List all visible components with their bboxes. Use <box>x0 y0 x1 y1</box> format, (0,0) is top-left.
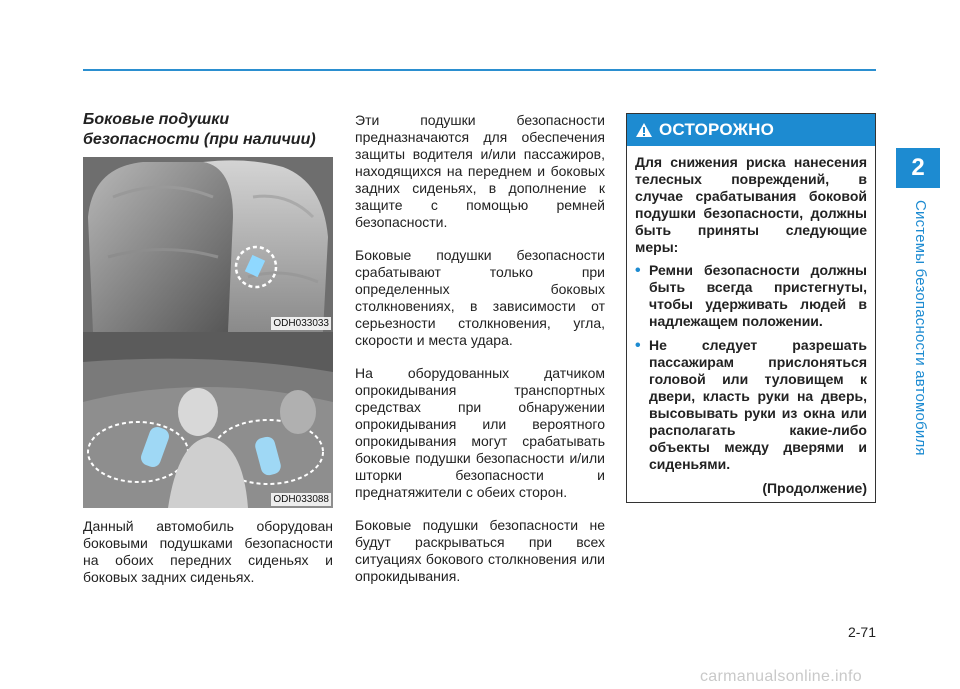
chapter-side-title <box>903 200 933 650</box>
figure-code: ODH033088 <box>273 494 329 505</box>
bullet-icon: • <box>635 262 641 279</box>
warning-item-text: Ремни безопасности должны быть всегда пристегнуты, чтобы удерживать людей в надлежащем положении. <box>649 262 867 329</box>
warning-continued: (Продолжение) <box>762 480 867 496</box>
top-rule <box>83 69 876 71</box>
section-title-line2: безопасности (при наличии) <box>83 131 316 148</box>
col2-paragraph-3: На оборудованных датчиком опрокидывания транспортных средствах при обнаружении опрокидывания или вероятного опрокидывания могут срабатывать боковые подушки безопасности и/или шторки безопасности и преднатяжители с обеих сторон. <box>355 365 605 500</box>
warning-list-item <box>635 262 867 330</box>
seat-illustration <box>83 157 333 332</box>
warning-title: ОСТОРОЖНО <box>659 120 775 139</box>
col2-paragraph-1: Эти подушки безопасности предназначаются для обеспечения защиты водителя и/или пассажиров, находящихся на переднем и боковых задних сиденьях, в дополнение к защите с помощью ремней безопасности. <box>355 112 605 230</box>
figure-code: ODH033033 <box>273 318 329 329</box>
warning-list-item <box>635 337 867 473</box>
col1-paragraph: Данный автомобиль оборудован боковыми подушками безопасности на обоих передних сиденьях и боковых задних сиденьях. <box>83 518 333 585</box>
warning-body <box>627 146 875 496</box>
section-title-line1: Боковые подушки <box>83 111 230 128</box>
warning-intro: Для снижения риска нанесения телесных повреждений, в случае срабатывания боковой подушки безопасности, должны быть приняты следующие меры: <box>635 154 867 255</box>
warning-header <box>627 114 875 146</box>
watermark: carmanualsonline.info <box>700 668 862 685</box>
chapter-title-text: Системы безопасности автомобиля <box>912 200 929 456</box>
figure-seat-side-airbag <box>83 157 333 332</box>
col2-paragraph-4: Боковые подушки безопасности не будут раскрываться при всех ситуациях бокового столкновения или опрокидывания. <box>355 517 605 584</box>
warning-triangle-icon <box>635 122 653 138</box>
page-number: 2-71 <box>847 624 876 640</box>
figure-deployed-side-airbags <box>83 332 333 508</box>
deployed-airbags-illustration <box>83 332 333 508</box>
warning-item-text: Не следует разрешать пассажирам прислоняться головой или туловищем к двери, класть руки на дверь, высовывать руки из окна или располагать какие-либо объекты между дверями и сиденьями. <box>649 337 867 472</box>
chapter-number-tab: 2 <box>896 148 940 188</box>
warning-box <box>626 113 876 503</box>
section-heading <box>83 110 333 150</box>
col2-text-block <box>355 112 605 601</box>
bullet-icon: • <box>635 337 641 354</box>
col2-paragraph-2: Боковые подушки безопасности срабатывают только при определенных боковых столкновениях, в зависимости от серьезности столкновения, угла, скорости и места удара. <box>355 247 605 348</box>
warning-list <box>635 262 867 473</box>
